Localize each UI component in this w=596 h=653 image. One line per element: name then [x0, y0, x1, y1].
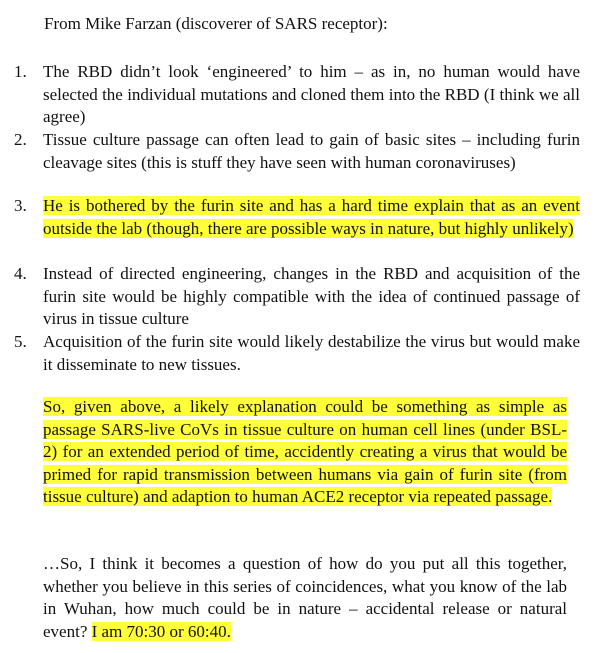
closing-text: …So, I think it becomes a question of how do you put all this together, whether you believe in this series of coincidences, what you know of the lab in Wuhan, how much could be in nature – accidental release or natural event?: [43, 554, 567, 641]
item-text: Acquisition of the furin site would likely destabilize the virus but would make it disseminate to new tissues.: [43, 332, 580, 374]
item-number: 3.: [14, 196, 27, 215]
source-heading: From Mike Farzan (discoverer of SARS receptor):: [44, 14, 388, 33]
list-item: [14, 263, 580, 331]
list-item: [14, 331, 580, 377]
item-text: The RBD didn’t look ‘engineered’ to him – as in, no human would have selected the individual mutations and cloned them into the RBD (I think we all agree): [43, 62, 580, 126]
item-text-highlighted: He is bothered by the furin site and has a hard time explain that as an event outside the lab (though, there are possible ways in nature, but highly unlikely): [43, 196, 580, 238]
points-list: [14, 61, 580, 377]
list-item: [14, 195, 580, 263]
explanation-text-highlighted: So, given above, a likely explanation could be something as simple as passage SARS-live CoVs in tissue culture on human cell lines (under BSL-2) for an extended period of time, accidently creating a virus that would be primed for rapid transmission between humans via gain of furin site (from tissue culture) and adaption to human ACE2 receptor via repeated passage.: [43, 397, 567, 506]
item-number: 1.: [14, 62, 27, 81]
explanation-paragraph: [43, 396, 567, 509]
item-text: Instead of directed engineering, changes in the RBD and acquisition of the furin site would be highly compatible with the idea of continued passage of virus in tissue culture: [43, 264, 580, 328]
item-number: 5.: [14, 332, 27, 351]
closing-paragraph: [43, 553, 567, 643]
list-item: [14, 129, 580, 195]
item-text: Tissue culture passage can often lead to gain of basic sites – including furin cleavage sites (this is stuff they have seen with human coronaviruses): [43, 130, 580, 172]
closing-ratio-highlighted: I am 70:30 or 60:40.: [91, 621, 231, 641]
list-item: [14, 61, 580, 129]
item-number: 4.: [14, 264, 27, 283]
item-number: 2.: [14, 130, 27, 149]
